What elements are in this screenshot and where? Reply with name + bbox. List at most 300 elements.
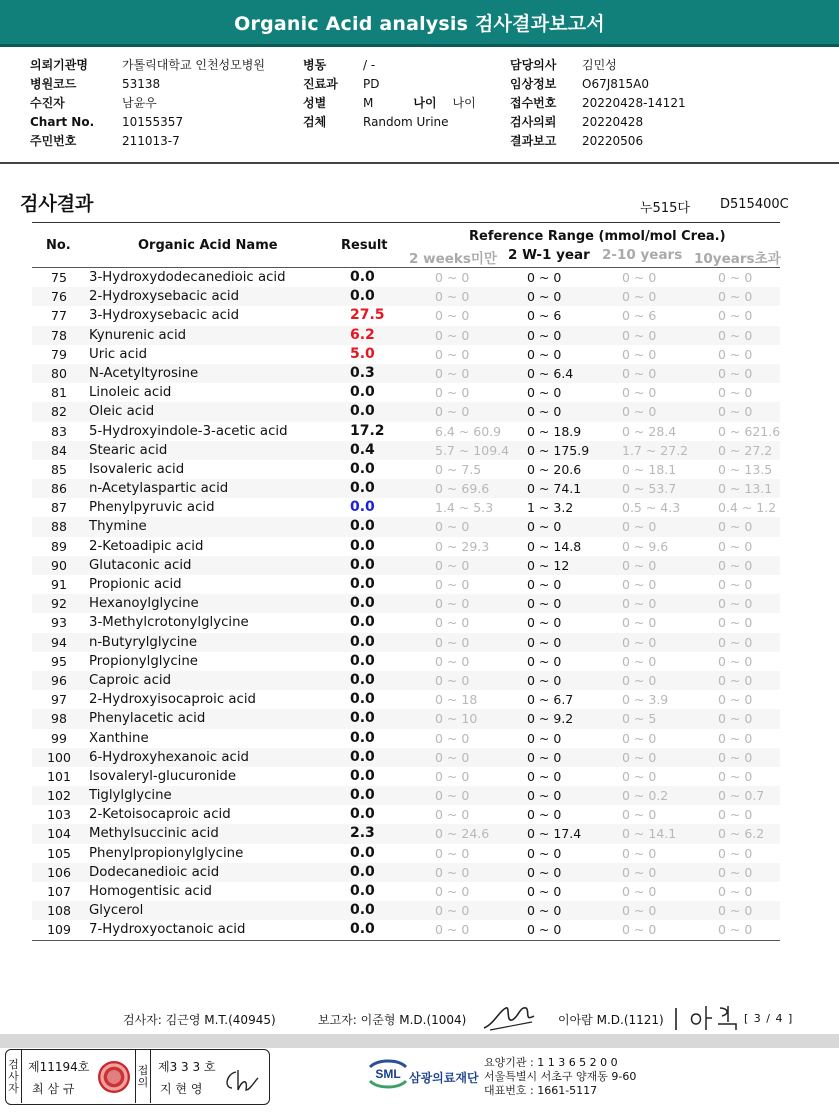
range-2w-1y: 0 ~ 0 <box>527 730 562 746</box>
table-row <box>32 882 780 901</box>
range-2w-1y: 0 ~ 74.1 <box>527 481 582 497</box>
table-row <box>32 767 780 786</box>
range-2w-1y: 0 ~ 6.7 <box>527 692 574 708</box>
info-row <box>510 75 686 94</box>
table-row <box>32 633 780 652</box>
range-under-2w: 0 ~ 0 <box>435 519 470 535</box>
table-row <box>32 537 780 556</box>
report-title: Organic Acid analysis 검사결과보고서 <box>234 12 605 35</box>
range-under-2w: 0 ~ 29.3 <box>435 538 490 554</box>
range-2w-1y: 0 ~ 0 <box>527 346 562 362</box>
info-label: 병원코드 <box>30 77 77 91</box>
table-row <box>32 863 780 882</box>
range-under-2w: 0 ~ 0 <box>435 577 470 592</box>
range-over-10y: 0 ~ 0 <box>718 327 753 343</box>
range-over-10y: 0 ~ 0 <box>718 519 753 535</box>
row-number: 102 <box>47 788 71 804</box>
range-2w-1y: 0 ~ 14.8 <box>527 538 582 554</box>
info-label: 진료과 <box>303 77 338 91</box>
range-2w-1y: 0 ~ 0 <box>527 922 562 938</box>
info-label: 병동 <box>303 58 327 72</box>
result-value: 0.0 <box>350 499 375 516</box>
acid-name: Glutaconic acid <box>89 557 192 573</box>
lab-address <box>484 1056 636 1098</box>
row-number: 105 <box>47 845 71 861</box>
acid-name: 3-Hydroxysebacic acid <box>89 308 240 324</box>
range-over-10y: 0 ~ 0 <box>718 884 753 899</box>
row-number: 78 <box>51 327 67 343</box>
range-over-10y: 0 ~ 0 <box>718 922 753 938</box>
range-over-10y: 0 ~ 0 <box>718 653 753 669</box>
range-2-10y: 0 ~ 0 <box>622 404 657 420</box>
range-2-10y: 0 ~ 0 <box>622 672 657 688</box>
range-2w-1y: 0 ~ 0 <box>527 270 562 285</box>
acid-name: Propionylglycine <box>89 653 198 669</box>
range-2w-1y: 0 ~ 0 <box>527 653 562 669</box>
header-age-2-10y: 2-10 years <box>602 247 683 263</box>
range-2w-1y: 0 ~ 0 <box>527 289 562 305</box>
range-over-10y: 0 ~ 0 <box>718 711 753 727</box>
table-row <box>32 326 780 345</box>
acid-name: 3-Hydroxydodecanedioic acid <box>89 270 286 285</box>
range-2-10y: 0 ~ 0 <box>622 653 657 669</box>
info-value: PD <box>363 77 380 91</box>
range-over-10y: 0 ~ 0 <box>718 365 753 381</box>
range-over-10y: 0 ~ 0 <box>718 692 753 708</box>
range-over-10y: 0 ~ 0 <box>718 768 753 784</box>
range-2w-1y: 0 ~ 20.6 <box>527 461 582 477</box>
report-code-1: 누515다 <box>640 201 690 216</box>
range-2w-1y: 0 ~ 0 <box>527 672 562 688</box>
info-value: O67J815A0 <box>582 77 650 91</box>
range-over-10y: 0 ~ 13.1 <box>718 481 773 497</box>
age-label: 나이 <box>413 96 437 110</box>
page-number: [ 3 / 4 ] <box>744 1012 794 1025</box>
info-col-3 <box>510 56 686 151</box>
table-row <box>32 268 780 287</box>
info-value: 20220506 <box>582 134 644 148</box>
acid-name: Propionic acid <box>89 577 182 592</box>
range-2-10y: 0 ~ 0 <box>622 749 657 765</box>
vertical-char: 접 <box>137 1063 149 1077</box>
range-over-10y: 0 ~ 0 <box>718 557 753 573</box>
result-value: 0.0 <box>350 806 375 823</box>
info-row <box>510 132 686 151</box>
result-value: 0.0 <box>350 576 375 592</box>
acid-name: 3-Methylcrotonylglycine <box>89 615 249 631</box>
acid-name: Uric acid <box>89 346 148 362</box>
row-number: 98 <box>51 711 67 727</box>
info-label: Chart No. <box>30 115 95 129</box>
range-under-2w: 0 ~ 0 <box>435 404 470 420</box>
vertical-char: 자 <box>8 1081 19 1095</box>
row-number: 79 <box>51 346 67 362</box>
row-number: 80 <box>51 365 67 381</box>
row-number: 104 <box>47 826 71 842</box>
range-2-10y: 0 ~ 0.2 <box>622 788 669 804</box>
header-no: No. <box>46 238 71 253</box>
range-over-10y: 0 ~ 0 <box>718 845 753 861</box>
header-age-over-10y: 10years초과 <box>694 251 781 267</box>
info-col-1 <box>30 56 265 151</box>
range-2w-1y: 0 ~ 0 <box>527 845 562 861</box>
info-value: M <box>363 96 374 110</box>
info-label: 성별 <box>303 96 327 110</box>
row-number: 85 <box>51 461 67 477</box>
sml-logo-text: SML <box>375 1067 401 1081</box>
table-row <box>32 594 780 613</box>
range-under-2w: 0 ~ 10 <box>435 711 478 727</box>
range-under-2w: 0 ~ 69.6 <box>435 481 490 497</box>
row-number: 91 <box>51 577 67 592</box>
acid-name: Xanthine <box>89 730 149 746</box>
acid-name: 2-Hydroxyisocaproic acid <box>89 692 256 708</box>
info-label: 검사의뢰 <box>510 115 557 129</box>
result-value: 0.0 <box>350 883 375 899</box>
table-row <box>32 690 780 709</box>
row-number: 99 <box>51 730 67 746</box>
range-2w-1y: 0 ~ 175.9 <box>527 442 590 458</box>
range-under-2w: 0 ~ 0 <box>435 768 470 784</box>
acid-name: n-Acetylaspartic acid <box>89 481 229 497</box>
table-bottom-rule <box>32 940 780 941</box>
acid-name: Oleic acid <box>89 404 155 420</box>
table-row <box>32 364 780 383</box>
range-under-2w: 0 ~ 0 <box>435 672 470 688</box>
result-value: 0.0 <box>350 921 375 938</box>
range-2w-1y: 0 ~ 0 <box>527 577 562 592</box>
row-number: 88 <box>51 519 67 535</box>
range-2-10y: 1.7 ~ 27.2 <box>622 442 689 458</box>
table-row <box>32 824 780 843</box>
range-2-10y: 0 ~ 0 <box>622 884 657 899</box>
range-2-10y: 0 ~ 6 <box>622 308 657 324</box>
range-over-10y: 0 ~ 27.2 <box>718 442 773 458</box>
range-under-2w: 0 ~ 0 <box>435 557 470 573</box>
patient-info <box>0 52 839 164</box>
result-value: 0.3 <box>350 364 375 381</box>
info-row <box>30 56 265 75</box>
table-row <box>32 652 780 671</box>
result-value: 0.0 <box>350 614 375 631</box>
row-number: 84 <box>51 442 67 458</box>
range-2w-1y: 0 ~ 9.2 <box>527 711 574 727</box>
table-row <box>32 306 780 325</box>
result-value: 0.0 <box>350 556 375 573</box>
acid-name: n-Butyrylglycine <box>89 634 198 650</box>
range-over-10y: 0 ~ 0 <box>718 634 753 650</box>
info-row <box>30 75 265 94</box>
table-header <box>32 226 780 268</box>
header-reference-range: Reference Range (mmol/mol Crea.) <box>469 229 726 244</box>
result-table-body <box>32 268 780 940</box>
row-number: 97 <box>51 692 67 708</box>
row-number: 100 <box>47 749 71 765</box>
table-row <box>32 383 780 402</box>
result-value: 0.0 <box>350 787 375 804</box>
range-2w-1y: 0 ~ 6.4 <box>527 365 574 381</box>
table-row <box>32 517 780 536</box>
result-value: 0.0 <box>350 691 375 708</box>
result-value: 2.3 <box>350 825 375 842</box>
range-2w-1y: 0 ~ 0 <box>527 385 562 401</box>
range-under-2w: 0 ~ 0 <box>435 922 470 938</box>
result-value: 0.0 <box>350 729 375 746</box>
info-value: Random Urine <box>363 115 449 129</box>
acid-name: Kynurenic acid <box>89 327 187 343</box>
range-over-10y: 0 ~ 0 <box>718 596 753 612</box>
range-2-10y: 0 ~ 0 <box>622 577 657 592</box>
row-number: 106 <box>47 864 71 880</box>
range-over-10y: 0 ~ 13.5 <box>718 461 773 477</box>
license-vertical-label-2 <box>135 1050 151 1103</box>
range-2w-1y: 0 ~ 0 <box>527 749 562 765</box>
result-value: 0.0 <box>350 767 375 784</box>
result-value: 5.0 <box>350 345 375 362</box>
info-value: 20220428 <box>582 115 644 129</box>
result-value: 6.2 <box>350 326 375 343</box>
range-2w-1y: 0 ~ 0 <box>527 404 562 420</box>
range-over-10y: 0 ~ 0 <box>718 749 753 765</box>
acid-name: Methylsuccinic acid <box>89 826 219 842</box>
range-2w-1y: 0 ~ 6 <box>527 308 562 324</box>
range-2-10y: 0 ~ 0 <box>622 730 657 746</box>
range-under-2w: 0 ~ 0 <box>435 327 470 343</box>
acid-name: Hexanoylglycine <box>89 596 199 612</box>
range-2w-1y: 0 ~ 0 <box>527 864 562 880</box>
table-row <box>32 556 780 575</box>
license-name-1: 최 삼 규 <box>32 1082 75 1096</box>
range-under-2w: 0 ~ 18 <box>435 692 478 708</box>
result-value: 0.0 <box>350 403 375 420</box>
range-under-2w: 0 ~ 0 <box>435 807 470 823</box>
table-row <box>32 786 780 805</box>
table-row <box>32 402 780 421</box>
table-row <box>32 920 780 939</box>
range-under-2w: 0 ~ 0 <box>435 385 470 401</box>
range-2w-1y: 0 ~ 0 <box>527 768 562 784</box>
reporter2-signature: 이아람 M.D.(1121) <box>558 1013 664 1027</box>
row-number: 96 <box>51 672 67 688</box>
acid-name: Isovaleric acid <box>89 461 185 477</box>
info-value: 53138 <box>122 77 161 91</box>
result-value: 0.0 <box>350 480 375 497</box>
range-2-10y: 0 ~ 28.4 <box>622 423 677 439</box>
range-over-10y: 0 ~ 0 <box>718 385 753 401</box>
table-row <box>32 441 780 460</box>
range-over-10y: 0 ~ 0 <box>718 308 753 324</box>
range-2w-1y: 0 ~ 18.9 <box>527 423 582 439</box>
table-row <box>32 345 780 364</box>
row-number: 89 <box>51 538 67 554</box>
range-2-10y: 0 ~ 0 <box>622 634 657 650</box>
range-2w-1y: 0 ~ 12 <box>527 557 570 573</box>
result-value: 0.0 <box>350 863 375 880</box>
result-value: 0.0 <box>350 288 375 305</box>
range-under-2w: 0 ~ 0 <box>435 884 470 899</box>
range-over-10y: 0 ~ 0 <box>718 270 753 285</box>
row-number: 83 <box>51 423 67 439</box>
range-under-2w: 0 ~ 0 <box>435 903 470 919</box>
row-number: 108 <box>47 903 71 919</box>
result-value: 17.2 <box>350 422 385 439</box>
row-number: 94 <box>51 634 67 650</box>
range-under-2w: 0 ~ 0 <box>435 289 470 305</box>
range-2-10y: 0 ~ 3.9 <box>622 692 669 708</box>
header-age-2w-1y: 2 W-1 year <box>508 247 590 263</box>
result-value: 0.0 <box>350 460 375 477</box>
range-2-10y: 0 ~ 9.6 <box>622 538 669 554</box>
row-number: 86 <box>51 481 67 497</box>
info-label: 임상정보 <box>510 77 557 91</box>
result-value: 0.0 <box>350 633 375 650</box>
table-top-rule <box>32 222 780 223</box>
row-number: 90 <box>51 557 67 573</box>
acid-name: 6-Hydroxyhexanoic acid <box>89 749 249 765</box>
handwritten-signature-1 <box>480 1000 540 1034</box>
range-2-10y: 0 ~ 0 <box>622 903 657 919</box>
range-2w-1y: 0 ~ 0 <box>527 807 562 823</box>
acid-name: Phenylpyruvic acid <box>89 500 215 516</box>
info-label: 검체 <box>303 115 327 129</box>
table-row <box>32 575 780 594</box>
info-value: 20220428-14121 <box>582 96 686 110</box>
range-2-10y: 0 ~ 0 <box>622 845 657 861</box>
result-value: 0.0 <box>350 748 375 765</box>
info-row <box>510 94 686 113</box>
acid-name: N-Acetyltyrosine <box>89 365 199 381</box>
range-over-10y: 0 ~ 0 <box>718 672 753 688</box>
header-name: Organic Acid Name <box>138 238 278 253</box>
acid-name: Phenylpropionylglycine <box>89 845 244 861</box>
range-2w-1y: 0 ~ 0 <box>527 327 562 343</box>
range-under-2w: 0 ~ 0 <box>435 634 470 650</box>
range-over-10y: 0 ~ 0 <box>718 538 753 554</box>
info-label: 담당의사 <box>510 58 557 72</box>
table-row <box>32 613 780 632</box>
info-row <box>510 56 686 75</box>
range-over-10y: 0.4 ~ 1.2 <box>718 500 777 516</box>
range-under-2w: 0 ~ 0 <box>435 864 470 880</box>
range-over-10y: 0 ~ 621.6 <box>718 423 781 439</box>
table-row <box>32 729 780 748</box>
table-row <box>32 479 780 498</box>
range-under-2w: 0 ~ 0 <box>435 308 470 324</box>
handwritten-signature-3 <box>222 1068 262 1094</box>
license-vertical-label <box>6 1050 22 1103</box>
range-under-2w: 1.4 ~ 5.3 <box>435 500 494 516</box>
range-2w-1y: 0 ~ 17.4 <box>527 826 582 842</box>
info-row <box>510 113 686 132</box>
result-value: 0.0 <box>350 518 375 535</box>
range-under-2w: 0 ~ 0 <box>435 270 470 285</box>
range-2w-1y: 0 ~ 0 <box>527 884 562 899</box>
range-over-10y: 0 ~ 0 <box>718 289 753 305</box>
report-code-2: D515400C <box>720 197 789 212</box>
range-over-10y: 0 ~ 0 <box>718 404 753 420</box>
license-number-1: 제11194호 <box>28 1060 90 1074</box>
range-2-10y: 0 ~ 0 <box>622 365 657 381</box>
info-value: 남윤우 <box>122 96 157 110</box>
license-number-2: 제3 3 3 호 <box>158 1060 216 1074</box>
table-row <box>32 844 780 863</box>
range-2-10y: 0 ~ 0 <box>622 768 657 784</box>
acid-name: Tiglylglycine <box>89 788 172 804</box>
table-row <box>32 422 780 441</box>
license-box <box>5 1049 270 1105</box>
license-name-2: 지 현 영 <box>160 1082 203 1096</box>
result-value: 0.0 <box>350 269 375 285</box>
range-under-2w: 0 ~ 0 <box>435 845 470 861</box>
range-under-2w: 0 ~ 24.6 <box>435 826 490 842</box>
header-result: Result <box>341 238 388 253</box>
acid-name: 2-Hydroxysebacic acid <box>89 289 240 305</box>
range-over-10y: 0 ~ 0.7 <box>718 788 765 804</box>
vertical-char: 의 <box>137 1075 149 1089</box>
tester-signature: 검사자: 김근영 M.T.(40945) <box>123 1013 276 1027</box>
range-2w-1y: 0 ~ 0 <box>527 788 562 804</box>
range-over-10y: 0 ~ 6.2 <box>718 826 765 842</box>
info-row <box>30 132 265 151</box>
footer-divider <box>0 1034 839 1048</box>
lab-code: 요양기관 : 1 1 3 6 5 2 0 0 <box>484 1056 618 1069</box>
info-label: 수진자 <box>30 96 65 110</box>
range-under-2w: 0 ~ 0 <box>435 730 470 746</box>
info-value: 김민성 <box>582 58 617 72</box>
range-2w-1y: 0 ~ 0 <box>527 903 562 919</box>
acid-name: Isovaleryl-glucuronide <box>89 768 237 784</box>
range-over-10y: 0 ~ 0 <box>718 615 753 631</box>
range-2-10y: 0 ~ 0 <box>622 346 657 362</box>
info-label: 의뢰기관명 <box>30 58 88 72</box>
result-value: 0.0 <box>350 844 375 861</box>
acid-name: Phenylacetic acid <box>89 711 206 727</box>
table-row <box>32 901 780 920</box>
range-2-10y: 0 ~ 0 <box>622 922 657 938</box>
range-over-10y: 0 ~ 0 <box>718 903 753 919</box>
row-number: 109 <box>47 922 71 938</box>
table-row <box>32 805 780 824</box>
range-2-10y: 0 ~ 0 <box>622 557 657 573</box>
row-number: 92 <box>51 596 67 612</box>
reporter-signature: 보고자: 이준형 M.D.(1004) <box>318 1013 467 1027</box>
row-number: 77 <box>51 308 67 324</box>
range-2-10y: 0 ~ 0 <box>622 289 657 305</box>
header-age-under-2w: 2 weeks미만 <box>409 251 497 267</box>
range-over-10y: 0 ~ 0 <box>718 864 753 880</box>
lab-phone: 대표번호 : 1661-5117 <box>484 1084 598 1097</box>
range-over-10y: 0 ~ 0 <box>718 346 753 362</box>
report-title-bar <box>0 0 839 47</box>
range-2-10y: 0 ~ 5 <box>622 711 657 727</box>
result-value: 0.4 <box>350 441 375 458</box>
range-2-10y: 0 ~ 53.7 <box>622 481 677 497</box>
range-under-2w: 0 ~ 7.5 <box>435 461 482 477</box>
row-number: 75 <box>51 270 67 285</box>
vertical-char: 사 <box>8 1069 19 1083</box>
table-row <box>32 671 780 690</box>
result-value: 0.0 <box>350 902 375 919</box>
acid-name: 7-Hydroxyoctanoic acid <box>89 922 246 938</box>
acid-name: 2-Ketoisocaproic acid <box>89 807 231 823</box>
acid-name: Glycerol <box>89 903 144 919</box>
lab-name: 삼광의료재단 <box>409 1071 479 1085</box>
range-2-10y: 0 ~ 14.1 <box>622 826 677 842</box>
lab-street: 서울특별시 서초구 양재동 9-60 <box>484 1070 637 1083</box>
info-label: 결과보고 <box>510 134 557 148</box>
acid-name: Homogentisic acid <box>89 884 212 899</box>
info-value: 가톨릭대학교 인천성모병원 <box>122 58 265 72</box>
